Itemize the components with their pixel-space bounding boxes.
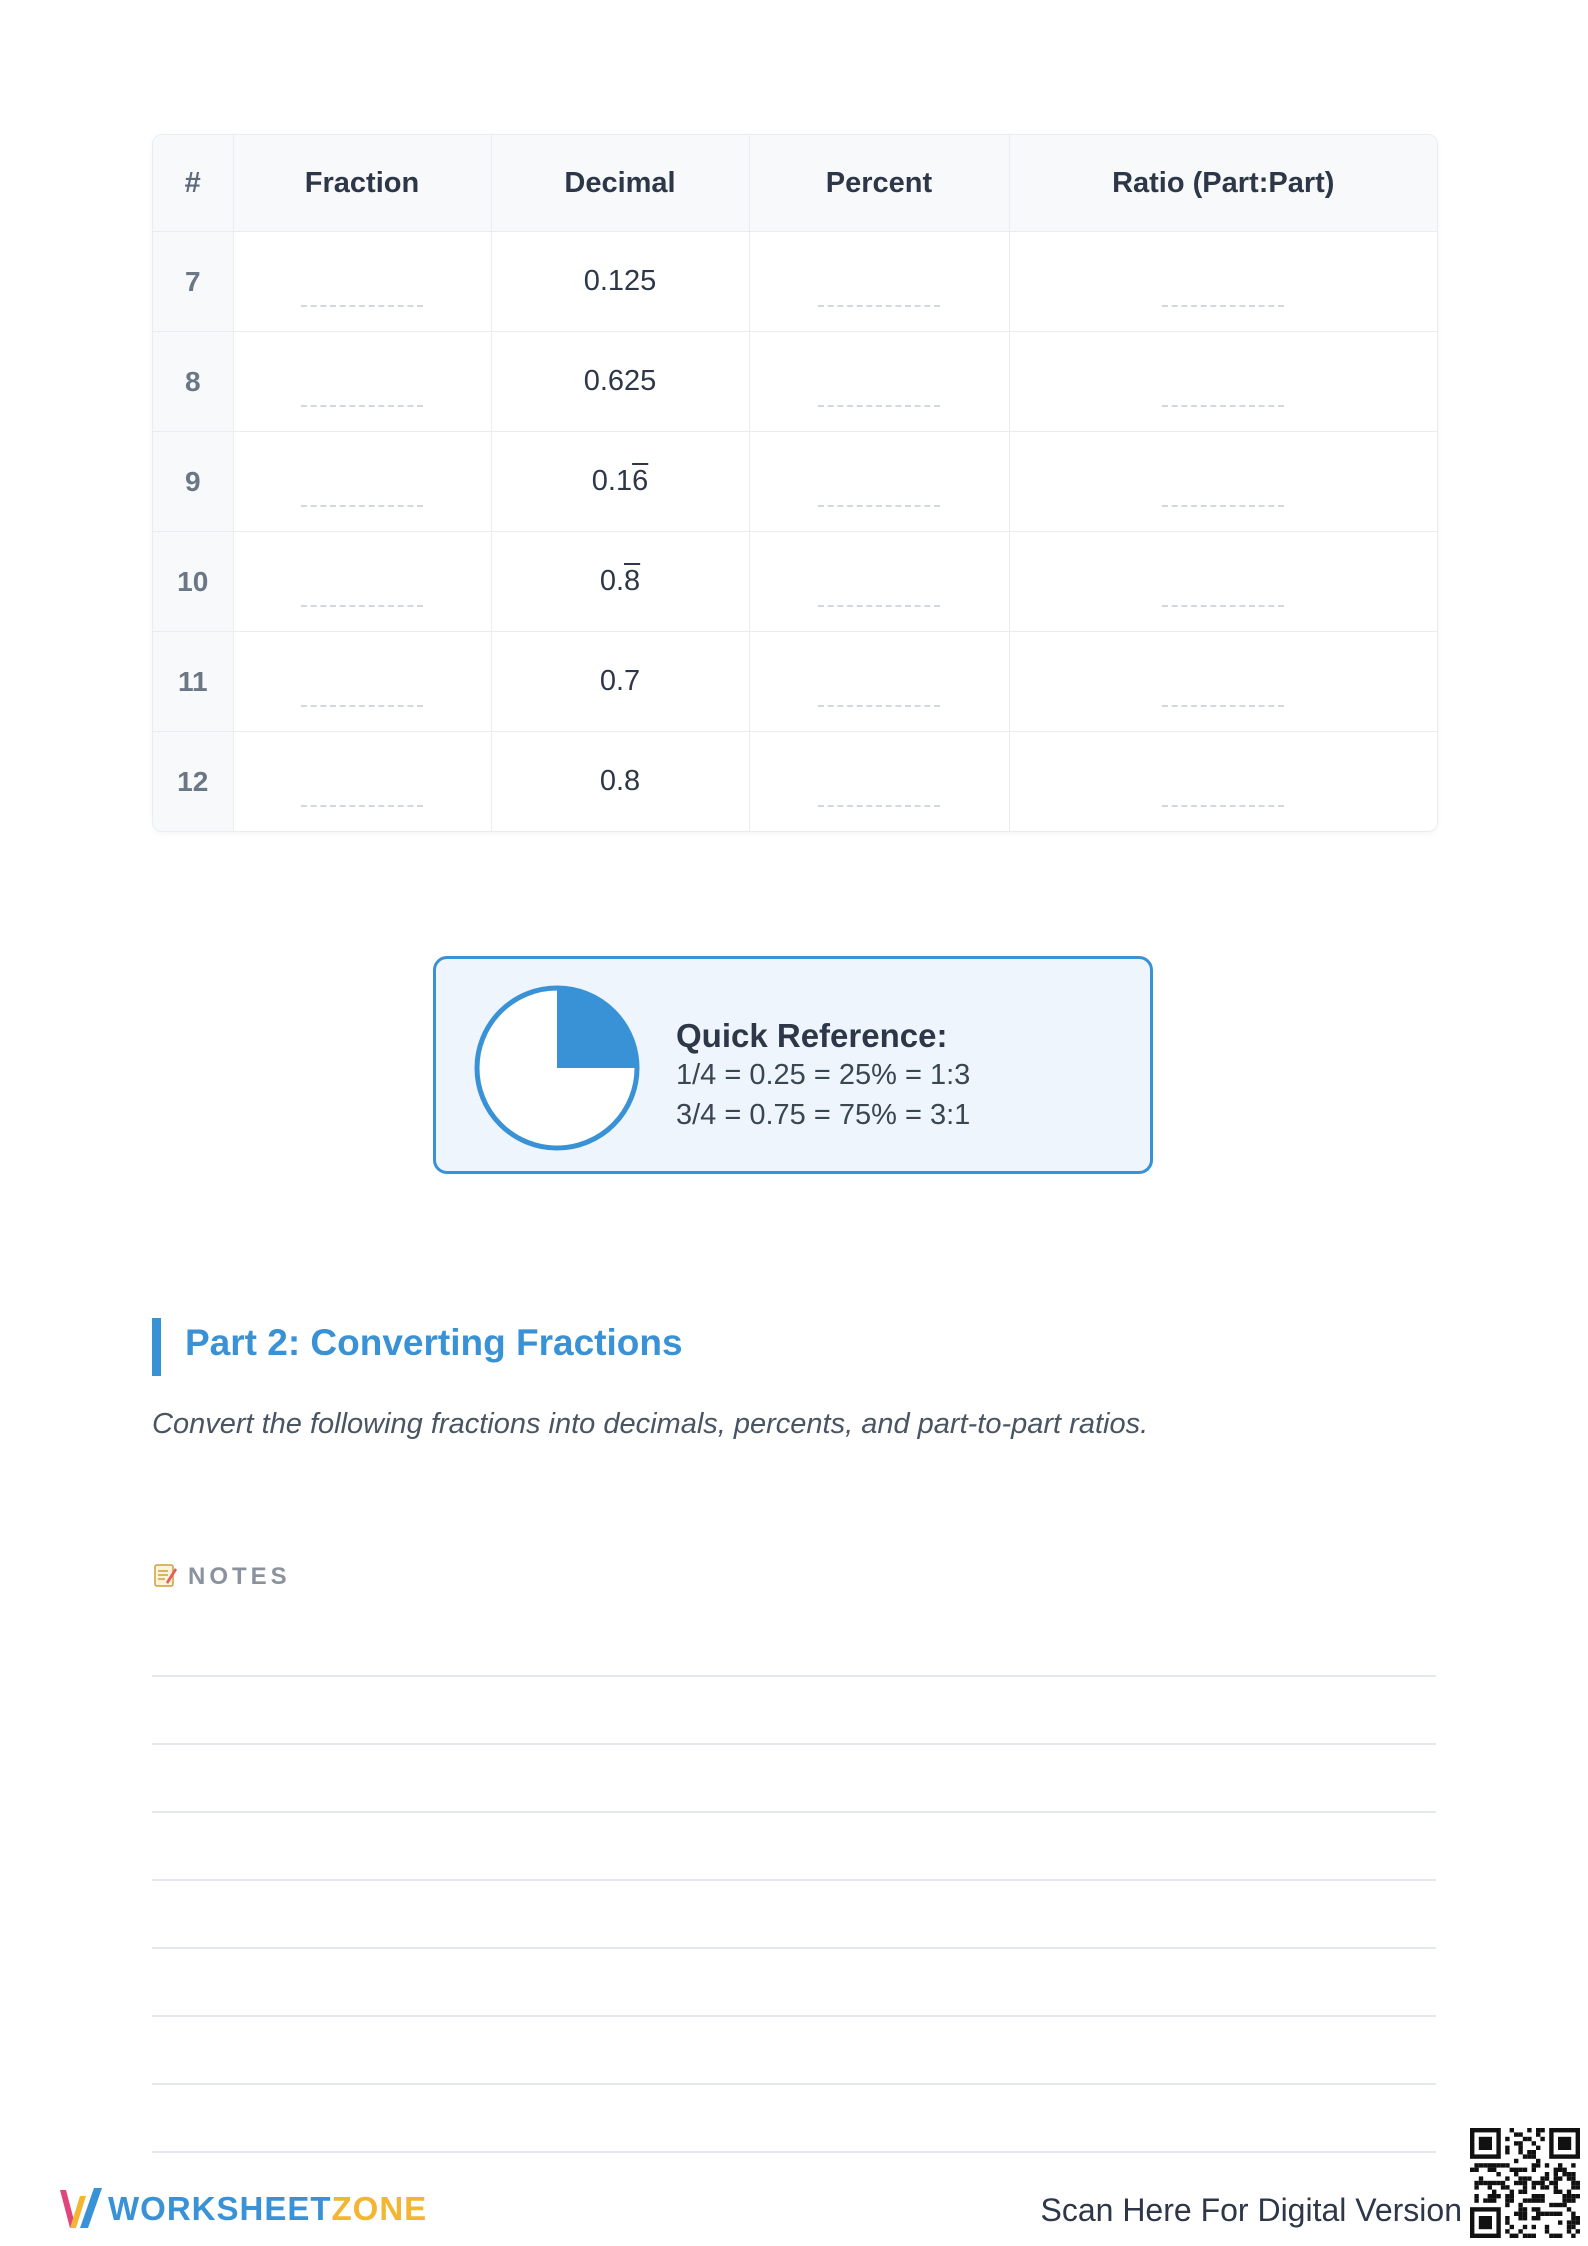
row-number: 10 [153, 532, 233, 632]
row-number: 12 [153, 732, 233, 832]
note-line [152, 1879, 1436, 1881]
answer-line [301, 605, 423, 607]
decimal-value [491, 432, 749, 532]
decimal-main: 0. [599, 565, 625, 597]
answer-line [1162, 605, 1284, 607]
conversion-table [152, 134, 1438, 832]
table-row [153, 332, 1437, 432]
fraction-answer-blank[interactable] [233, 532, 491, 632]
fraction-answer-blank[interactable] [233, 732, 491, 832]
section-accent-bar [152, 1318, 161, 1376]
note-line [152, 2151, 1436, 2153]
ratio-answer-blank[interactable] [1009, 332, 1437, 432]
section-instruction: Convert the following fractions into decimals, percents, and part-to-part ratios. [152, 1408, 1149, 1440]
decimal-value: 0.125 [491, 232, 749, 332]
decimal-value: 0.7 [491, 632, 749, 732]
header-fraction: Fraction [233, 135, 491, 232]
header-decimal: Decimal [491, 135, 749, 232]
answer-line [818, 705, 940, 707]
answer-line [301, 705, 423, 707]
quick-reference-box [433, 956, 1153, 1174]
notes-heading [152, 1562, 291, 1591]
decimal-main: 0.1 [591, 465, 633, 497]
fraction-answer-blank[interactable] [233, 232, 491, 332]
percent-answer-blank[interactable] [749, 232, 1009, 332]
answer-line [1162, 505, 1284, 507]
repeating-digit: 6 [632, 465, 649, 497]
answer-line [818, 805, 940, 807]
table-row [153, 732, 1437, 832]
percent-answer-blank[interactable] [749, 332, 1009, 432]
quick-reference-line-1: 1/4 = 0.25 = 25% = 1:3 [676, 1059, 971, 1091]
answer-line [1162, 305, 1284, 307]
header-percent: Percent [749, 135, 1009, 232]
section-title: Part 2: Converting Fractions [185, 1322, 683, 1363]
repeating-digit: 8 [624, 565, 641, 597]
answer-line [818, 305, 940, 307]
header-ratio: Ratio (Part:Part) [1009, 135, 1437, 232]
answer-line [818, 405, 940, 407]
qr-code-icon[interactable] [1470, 2128, 1580, 2238]
decimal-value [491, 532, 749, 632]
note-line [152, 1743, 1436, 1745]
table-row [153, 432, 1437, 532]
quarter-pie-icon [472, 983, 642, 1153]
quick-reference-line-2: 3/4 = 0.75 = 75% = 3:1 [676, 1099, 971, 1131]
answer-line [301, 805, 423, 807]
answer-line [1162, 405, 1284, 407]
answer-line [1162, 805, 1284, 807]
fraction-answer-blank[interactable] [233, 432, 491, 532]
row-number: 9 [153, 432, 233, 532]
ratio-answer-blank[interactable] [1009, 232, 1437, 332]
answer-line [301, 405, 423, 407]
fraction-answer-blank[interactable] [233, 332, 491, 432]
percent-answer-blank[interactable] [749, 532, 1009, 632]
memo-icon [152, 1562, 178, 1588]
worksheetzone-logo-icon [56, 2182, 104, 2234]
answer-line [301, 305, 423, 307]
brand-name [108, 2190, 427, 2228]
row-number: 11 [153, 632, 233, 732]
note-line [152, 1947, 1436, 1949]
table-row [153, 532, 1437, 632]
row-number: 8 [153, 332, 233, 432]
note-line [152, 1811, 1436, 1813]
brand-name-part2: ZONE [331, 2190, 428, 2227]
percent-answer-blank[interactable] [749, 732, 1009, 832]
percent-answer-blank[interactable] [749, 432, 1009, 532]
scan-caption: Scan Here For Digital Version [1040, 2192, 1462, 2228]
table-header-row [153, 135, 1437, 232]
ratio-answer-blank[interactable] [1009, 532, 1437, 632]
decimal-value: 0.625 [491, 332, 749, 432]
ratio-answer-blank[interactable] [1009, 432, 1437, 532]
note-line [152, 1675, 1436, 1677]
answer-line [1162, 705, 1284, 707]
answer-line [818, 505, 940, 507]
brand-name-part1: WORKSHEET [108, 2190, 332, 2227]
decimal-value: 0.8 [491, 732, 749, 832]
row-number: 7 [153, 232, 233, 332]
header-number: # [153, 135, 233, 232]
answer-line [818, 605, 940, 607]
answer-line [301, 505, 423, 507]
percent-answer-blank[interactable] [749, 632, 1009, 732]
table-row [153, 632, 1437, 732]
notes-label: NOTES [188, 1563, 291, 1590]
ratio-answer-blank[interactable] [1009, 632, 1437, 732]
ratio-answer-blank[interactable] [1009, 732, 1437, 832]
note-line [152, 2015, 1436, 2017]
note-line [152, 2083, 1436, 2085]
table-row [153, 232, 1437, 332]
fraction-answer-blank[interactable] [233, 632, 491, 732]
quick-reference-title: Quick Reference: [676, 1017, 948, 1054]
